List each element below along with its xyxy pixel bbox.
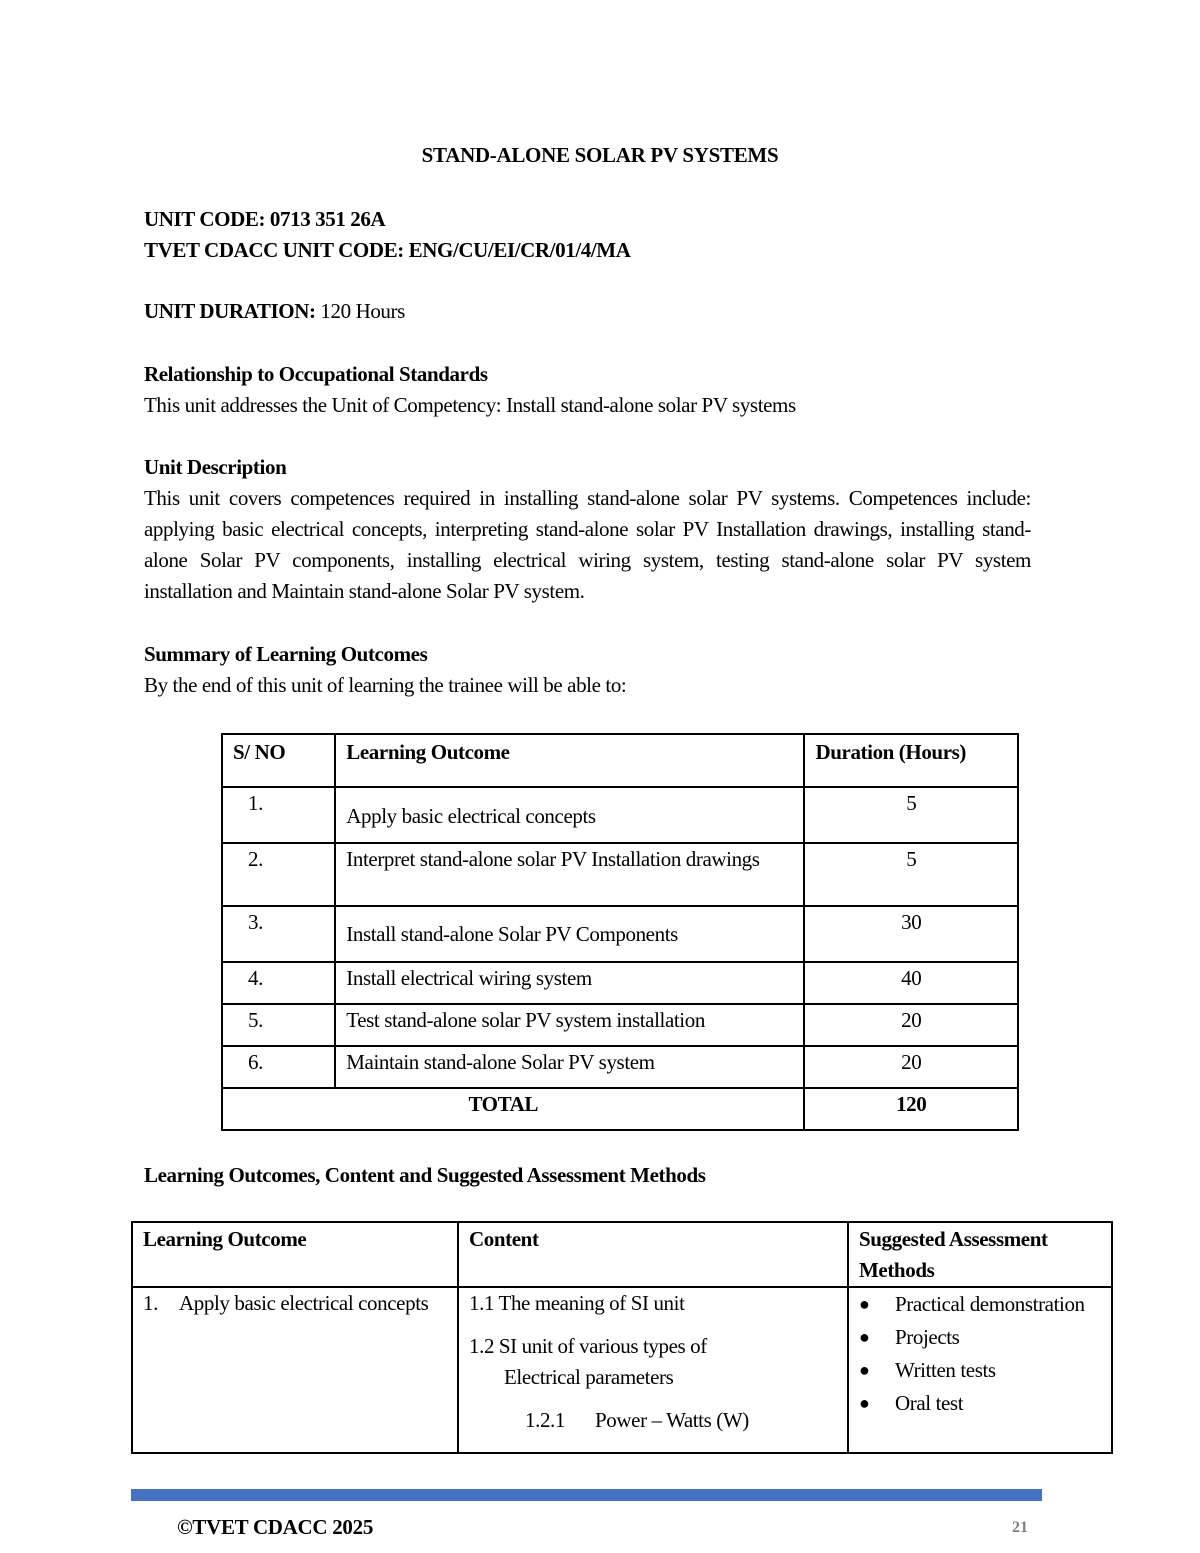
unit-duration-value: 120 Hours — [315, 299, 405, 323]
subitem-text: Power – Watts (W) — [595, 1408, 749, 1432]
header-content: Content — [458, 1222, 848, 1287]
row-number: 5. — [222, 1004, 335, 1046]
header-assessment: Suggested Assessment Methods — [848, 1222, 1112, 1287]
tvet-unit-code: TVET CDACC UNIT CODE: ENG/CU/EI/CR/01/4/MA — [144, 238, 631, 262]
assessment-method: Projects — [895, 1325, 960, 1349]
description-text: This unit covers competences required in installing stand-alone solar PV systems. Competences include: applying basic electrical concepts, interpreting stand-alone solar PV Installation drawings, installing stand-alone Solar PV components, installing electrical wiring system, testing stand-alone solar PV system installation and Maintain stand-alone Solar PV system. — [144, 486, 1031, 603]
table-row — [222, 843, 1018, 906]
row-hours: 30 — [804, 906, 1018, 962]
row-outcome: Install stand-alone Solar PV Components — [335, 906, 804, 962]
assessment-cell — [848, 1287, 1112, 1453]
table-total-row — [222, 1088, 1018, 1130]
content-item-continued: Electrical parameters — [504, 1365, 674, 1389]
row-hours: 20 — [804, 1046, 1018, 1088]
row-number: 3. — [222, 906, 335, 962]
row-outcome: Maintain stand-alone Solar PV system — [335, 1046, 804, 1088]
header-sno: S/ NO — [222, 734, 335, 787]
document-title: STAND-ALONE SOLAR PV SYSTEMS — [421, 143, 779, 167]
total-label: TOTAL — [222, 1088, 804, 1130]
summary-intro: By the end of this unit of learning the trainee will be able to: — [144, 673, 627, 697]
content-item: 1.1 The meaning of SI unit — [469, 1291, 685, 1315]
table-row — [222, 1004, 1018, 1046]
table-row — [132, 1287, 1112, 1453]
learning-outcome-cell — [132, 1287, 458, 1453]
header-learning-outcome: Learning Outcome — [132, 1222, 458, 1287]
row-outcome: Interpret stand-alone solar PV Installation drawings — [335, 843, 804, 906]
table-row — [222, 787, 1018, 843]
table-header-row — [132, 1222, 1112, 1287]
relationship-text: This unit addresses the Unit of Competency: Install stand-alone solar PV systems — [144, 393, 796, 417]
table-header-row — [222, 734, 1018, 787]
assessment-method: Oral test — [895, 1391, 964, 1415]
bullet-icon: ● — [859, 1294, 870, 1314]
assessment-method: Practical demonstration — [895, 1292, 1085, 1316]
outcome-content-table — [131, 1221, 1113, 1454]
unit-code: UNIT CODE: 0713 351 26A — [144, 207, 386, 231]
row-hours: 40 — [804, 962, 1018, 1004]
row-outcome: Apply basic electrical concepts — [335, 787, 804, 843]
bullet-icon: ● — [859, 1327, 870, 1347]
relationship-heading: Relationship to Occupational Standards — [144, 362, 488, 386]
summary-heading: Summary of Learning Outcomes — [144, 642, 428, 666]
row-number: 1. — [222, 787, 335, 843]
content-item: 1.2 SI unit of various types of — [469, 1334, 707, 1358]
list-item — [859, 1288, 1111, 1321]
description-heading: Unit Description — [144, 455, 287, 479]
row-number: 6. — [222, 1046, 335, 1088]
unit-duration — [144, 296, 405, 327]
row-outcome: Install electrical wiring system — [335, 962, 804, 1004]
table-row — [222, 962, 1018, 1004]
total-value: 120 — [804, 1088, 1018, 1130]
row-outcome: Test stand-alone solar PV system installation — [335, 1004, 804, 1046]
header-duration: Duration (Hours) — [804, 734, 1018, 787]
outcome-number: 1. — [143, 1291, 158, 1315]
table-row — [222, 906, 1018, 962]
assessment-method: Written tests — [895, 1358, 996, 1382]
summary-table — [221, 733, 1019, 1131]
content-heading: Learning Outcomes, Content and Suggested Assessment Methods — [144, 1163, 706, 1187]
table-row — [222, 1046, 1018, 1088]
row-number: 4. — [222, 962, 335, 1004]
list-item — [859, 1354, 1111, 1387]
header-outcome: Learning Outcome — [335, 734, 804, 787]
content-subitem — [459, 1405, 847, 1436]
footer-bar — [131, 1489, 1042, 1501]
row-number: 2. — [222, 843, 335, 906]
row-hours: 5 — [804, 787, 1018, 843]
bullet-icon: ● — [859, 1393, 870, 1413]
bullet-icon: ● — [859, 1360, 870, 1380]
content-cell — [458, 1287, 848, 1453]
subitem-number: 1.2.1 — [525, 1408, 566, 1432]
list-item — [133, 1288, 457, 1319]
outcome-text: Apply basic electrical concepts — [179, 1291, 429, 1315]
assessment-list — [849, 1288, 1111, 1420]
row-hours: 5 — [804, 843, 1018, 906]
list-item — [859, 1387, 1111, 1420]
list-item — [859, 1321, 1111, 1354]
footer-copyright: ©TVET CDACC 2025 — [177, 1515, 374, 1539]
page-number: 21 — [1012, 1519, 1028, 1536]
row-hours: 20 — [804, 1004, 1018, 1046]
unit-duration-label: UNIT DURATION: — [144, 299, 316, 323]
